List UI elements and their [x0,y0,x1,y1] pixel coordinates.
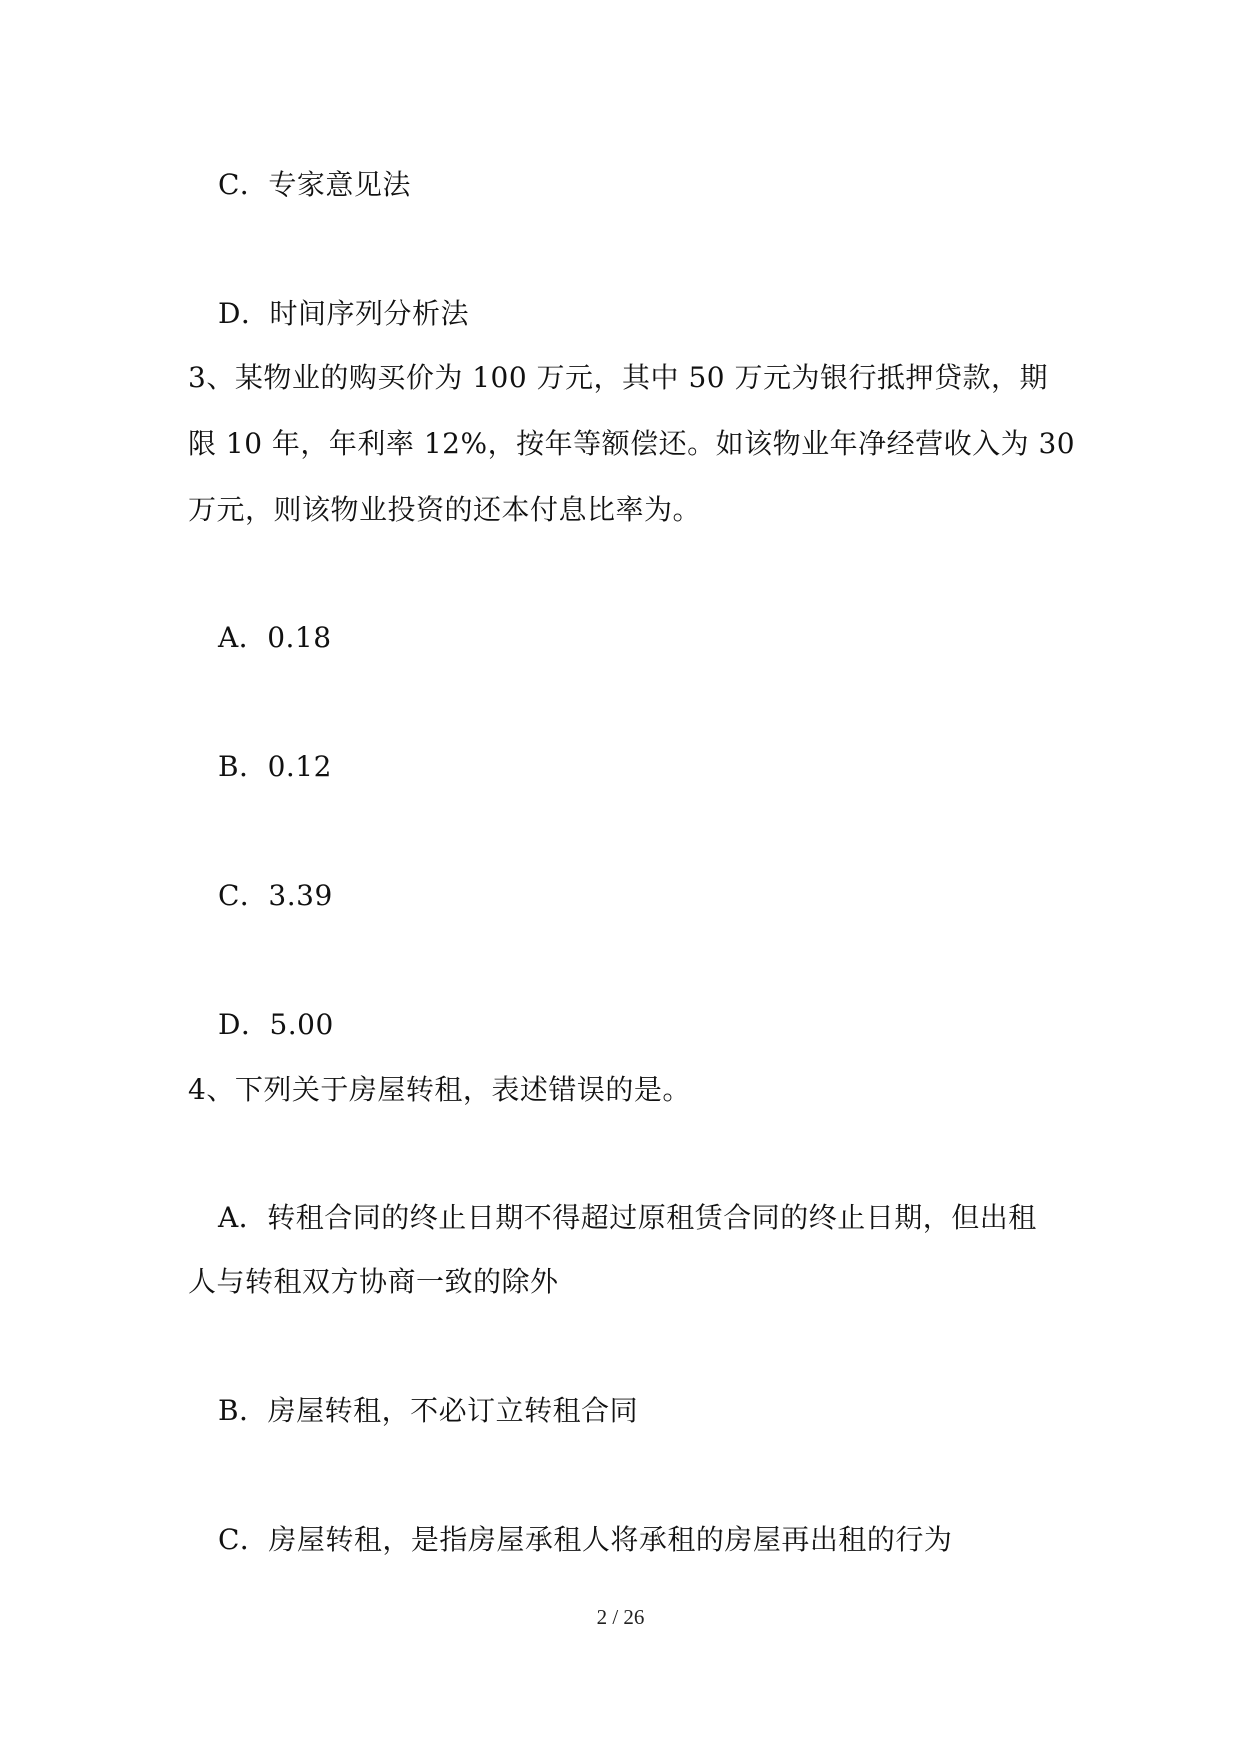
option-2d: D．时间序列分析法 [218,297,469,330]
question-4-stem: 4、下列关于房屋转租，表述错误的是。 [188,1073,691,1106]
option-4a-line-1: A．转租合同的终止日期不得超过原租赁合同的终止日期，但出租 [218,1201,1037,1234]
option-4c: C．房屋转租，是指房屋承租人将承租的房屋再出租的行为 [218,1523,953,1556]
question-3-stem-line-3: 万元，则该物业投资的还本付息比率为。 [188,493,702,526]
option-3c: C．3.39 [218,879,333,912]
option-4a-line-2: 人与转租双方协商一致的除外 [188,1265,559,1298]
option-3a: A．0.18 [218,621,332,654]
option-3d: D．5.00 [218,1008,334,1041]
option-4b: B．房屋转租，不必订立转租合同 [218,1394,639,1427]
question-3-stem-line-2: 限 10 年，年利率 12%，按年等额偿还。如该物业年净经营收入为 30 [188,427,1076,460]
option-2c: C．专家意见法 [218,168,411,201]
page-number: 2 / 26 [596,1605,645,1629]
question-3-stem-line-1: 3、某物业的购买价为 100 万元，其中 50 万元为银行抵押贷款，期 [188,361,1048,394]
option-3b: B．0.12 [218,750,332,783]
